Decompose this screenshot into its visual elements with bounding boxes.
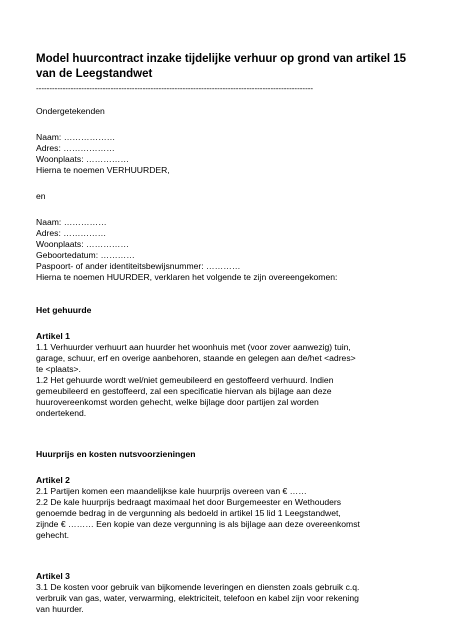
article-1-heading: Artikel 1 [36,331,70,341]
huurder-paspoort: Paspoort- of ander identiteitsbewijsnummer: ………… [36,261,241,271]
huurder-naam: Naam: …………… [36,217,107,227]
huurder-role: Hierna te noemen HUURDER, verklaren het volgende te zijn overeengekomen: [36,272,338,282]
party-verhuurder [36,132,422,176]
article-1-line: ondertekend. [36,408,87,418]
party-huurder [36,217,422,283]
ondergetekenden-label: Ondergetekenden [36,106,105,116]
verhuurder-naam: Naam: ……………… [36,132,116,142]
article-2-text [36,486,422,541]
article-1-line: gemeubileerd en gestoffeerd, zal een specificatie hiervan als bijlage aan deze [36,386,332,396]
huurder-geboortedatum: Geboortedatum: ………… [36,250,135,260]
document-body [36,106,422,615]
huurder-woonplaats: Woonplaats: …………… [36,239,129,249]
article-1-text [36,342,422,419]
verhuurder-woonplaats: Woonplaats: …………… [36,154,129,164]
document-title: Model huurcontract inzake tijdelijke verhuur op grond van artikel 15 van de Leegstandwet [36,53,406,80]
huurder-adres: Adres: …………… [36,228,107,238]
article-2-line: zijnde € ……… Een kopie van deze vergunning is als bijlage aan deze overeenkomst [36,519,360,529]
article-2-line: gehecht. [36,530,69,540]
article-2-line: genoemde bedrag in de vergunning als bedoeld in artikel 15 lid 1 Leegstandwet, [36,508,341,518]
separator-line: -------------------------------------------------------------------------------------------------------- [36,84,314,93]
verhuurder-role: Hierna te noemen VERHUURDER, [36,165,170,175]
section-heading-huurprijs: Huurprijs en kosten nutsvoorzieningen [36,449,196,459]
article-2-heading: Artikel 2 [36,475,70,485]
article-3-text [36,582,422,615]
article-3-line: 3.1 De kosten voor gebruik van bijkomende leveringen en diensten zoals gebruik c.q. [36,582,360,592]
section-heading-gehuurde: Het gehuurde [36,305,92,315]
article-3-line: van huurder. [36,604,84,614]
article-1-line: te <plaats>. [36,364,81,374]
article-3-heading: Artikel 3 [36,571,70,581]
en-label: en [36,191,46,201]
article-2-line: 2.2 De kale huurprijs bedraagt maximaal het door Burgemeester en Wethouders [36,497,342,507]
article-1-line: garage, schuur, erf en overige aanbehoren, staande en gelegen aan de/het <adres> [36,353,356,363]
verhuurder-adres: Adres: ……………… [36,143,115,153]
article-1-line: huurovereenkomst worden gehecht, welke bijlage door partijen zal worden [36,397,319,407]
article-2-line: 2.1 Partijen komen een maandelijkse kale huurprijs overeen van € …… [36,486,307,496]
article-1-line: 1.2 Het gehuurde wordt wel/niet gemeubileerd en gestoffeerd verhuurd. Indien [36,375,334,385]
article-3-line: verbruik van gas, water, verwarming, elektriciteit, telefoon en kabel zijn voor rekening [36,593,359,603]
article-1-line: 1.1 Verhuurder verhuurt aan huurder het woonhuis met (voor zover aanwezig) tuin, [36,342,351,352]
